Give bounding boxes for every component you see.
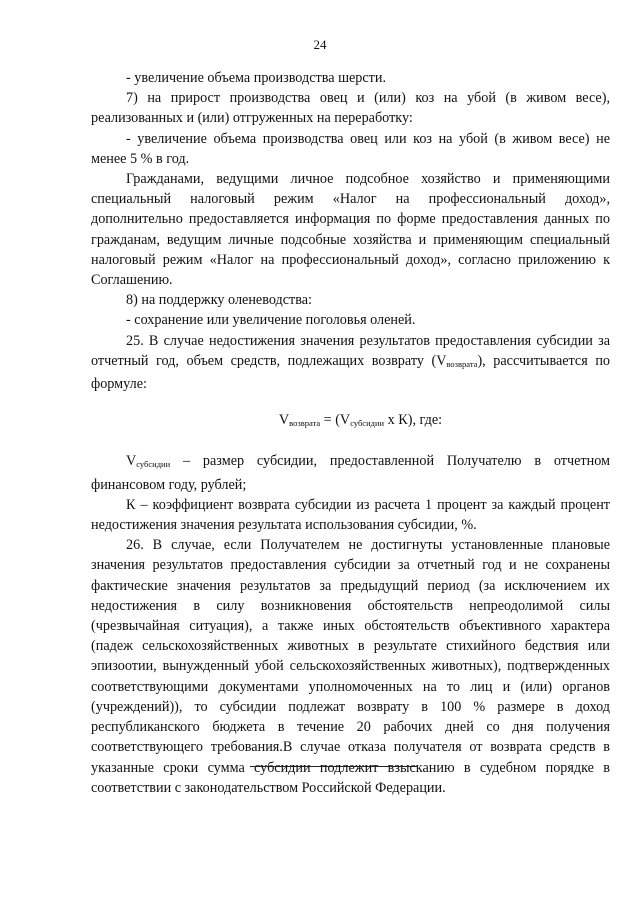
formula-mid: = (V <box>320 412 351 429</box>
formula-sub-return: возврата <box>289 418 321 429</box>
definition-v-subsidy <box>91 451 610 494</box>
definition-v-subscript: субсидии <box>136 459 171 470</box>
clause-25-text-end: ), рассчитывается по формуле: <box>91 352 610 393</box>
formula-end: x К), где: <box>384 412 443 429</box>
definition-v: V <box>126 453 137 470</box>
formula-v: V <box>278 412 290 429</box>
paragraph-item-8: 8) на поддержку оленеводства: <box>126 292 312 309</box>
paragraph-clause-25 <box>91 331 610 395</box>
paragraph-wool: - увеличение объема производства шерсти. <box>126 70 387 86</box>
paragraph-citizens: Гражданами, ведущими личное подсобное хозяйство и применяющими специальный налоговый режим «Налог на профессиональный доход», дополнительно предоставляется информация по форме предоставления данных по гражданам, ведущим личные подсобные хозяйства и применяющим специальный налоговый режим «Налог на профессиональный доход», согласно приложению к Соглашению. <box>91 171 610 289</box>
formula <box>91 410 610 433</box>
closing-rule <box>250 766 418 767</box>
paragraph-clause-26: 26. В случае, если Получателем не достигнуты установленные плановые значения результатов предоставления субсидии за отчетный год и не сохранены фактические значения результатов за предыдущий период (за исключением их недостижения в силу возникновения обстоятельств непреодолимой силы (чрезвычайная ситуация), а также иных обстоятельств объективного характера (падеж сельскохозяйственных животных в результате стихийного бедствия или эпизоотии, вынужденный убой сельскохозяйственных животных), подтвержденных соответствующими документами уполномоченных на то лиц и (или) органов (учреждений)), то субсидии подлежат возврату в 100 % размере в доход республиканского бюджета в течение 20 рабочих дней со дня получения соответствующего требования.В случае отказа получателя от возврата средств в указанные сроки сумма субсидии подлежит взысканию в судебном порядке в соответствии с законодательством Российской Федерации. <box>91 537 610 796</box>
definition-k: К – коэффициент возврата субсидии из расчета 1 процент за каждый процент недостижения значения результата использования субсидии, %. <box>91 496 610 534</box>
paragraph-reindeer: - сохранение или увеличение поголовья оленей. <box>126 312 416 329</box>
formula-sub-subsidy: субсидии <box>350 418 385 429</box>
paragraph-item-7: 7) на прирост производства овец и (или) коз на убой (в живом весе), реализованных и (или) отгруженных на переработку: <box>91 90 610 127</box>
document-body <box>91 68 610 798</box>
clause-25-text: 25. В случае недостижения значения результатов предоставления субсидии за отчетный год, объем средств, подлежащих возврату (V <box>91 332 610 369</box>
clause-25-subscript: возврата <box>446 358 478 369</box>
page-number: 24 <box>313 37 327 52</box>
definition-v-text: – размер субсидии, предоставленной Получателю в отчетном финансовом году, рублей; <box>91 453 610 493</box>
paragraph-sheep-goats: - увеличение объема производства овец или коз на убой (в живом весе) не менее 5 % в год. <box>91 130 610 167</box>
